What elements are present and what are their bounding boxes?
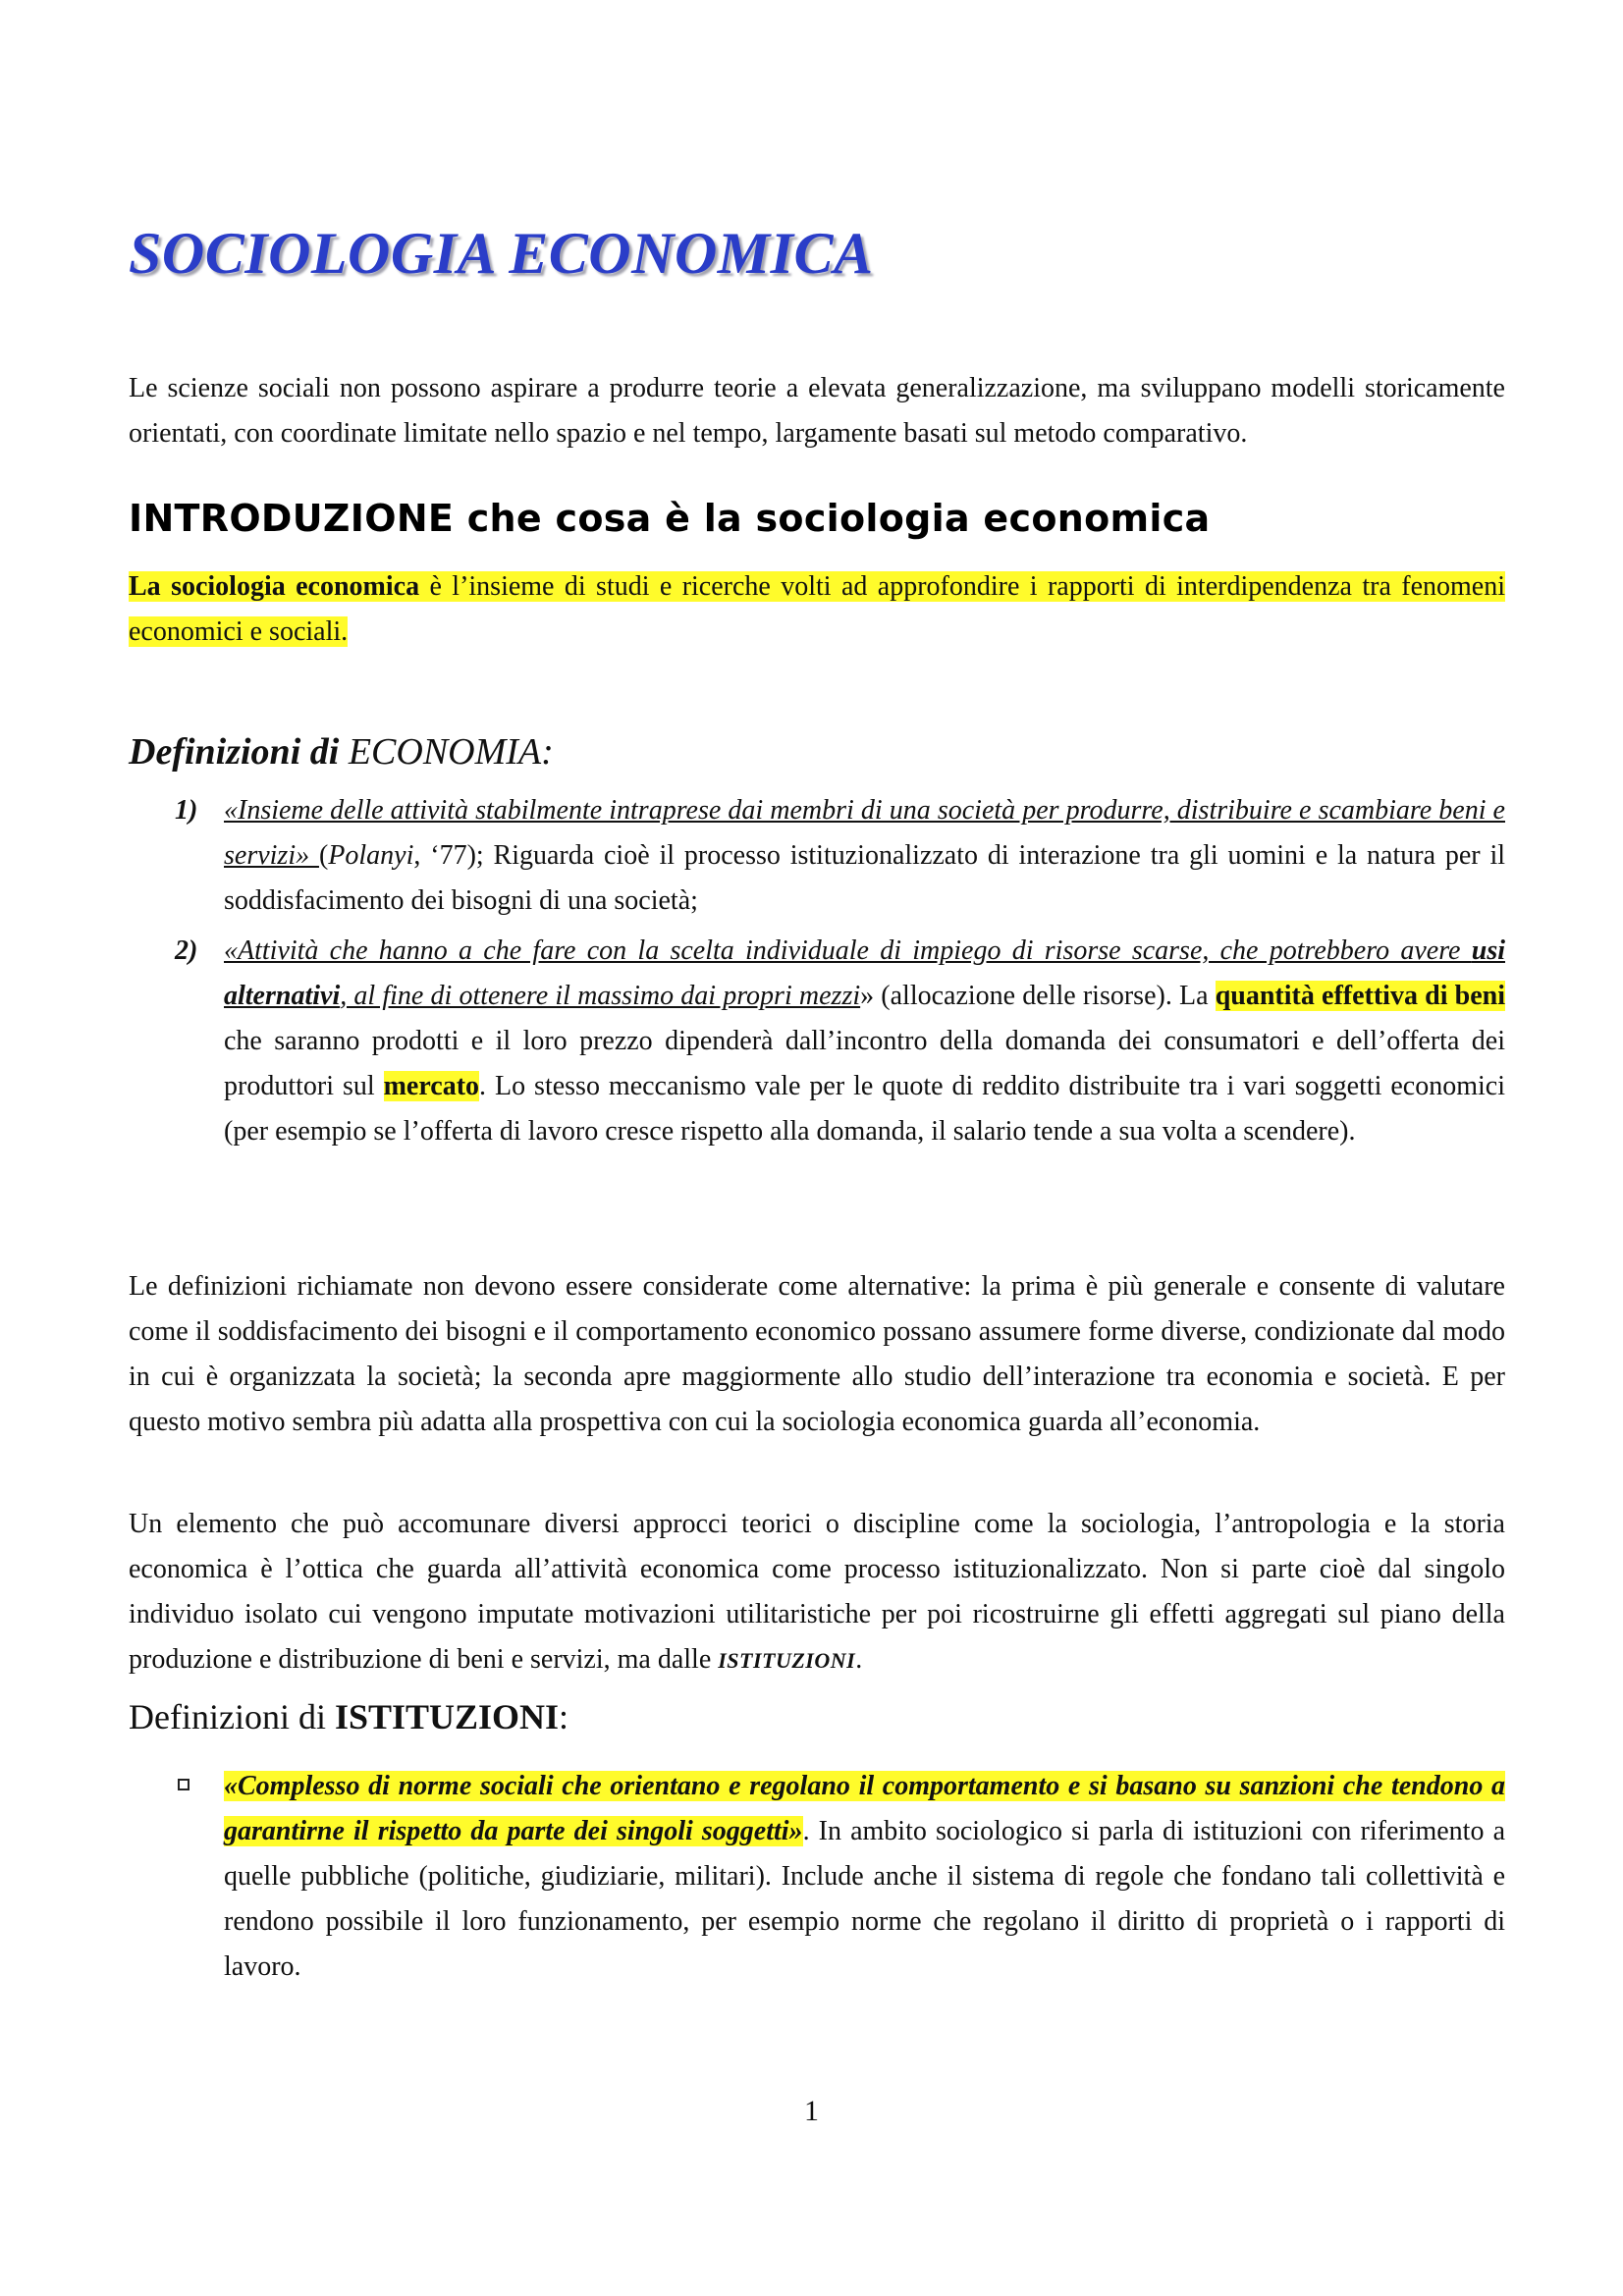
document-title: SOCIOLOGIA ECONOMICA (129, 221, 874, 286)
allocation-text: (allocazione delle risorse). La (874, 981, 1216, 1011)
price-text: che saranno prodotti e il loro prezzo dipenderà dall’incontro della domanda dei consumatori e dell’offerta dei produttori sul (224, 1026, 1505, 1101)
institutional-approach-paragraph (129, 1502, 1505, 1683)
paragraph-end-dot: . (855, 1644, 863, 1675)
istituzioni-definition-text (224, 1764, 1505, 1990)
quote-part-a: «Attività che hanno a che fare con la scelta individuale di impiego di risorse scarse, che potrebbero avere (224, 935, 1472, 966)
list-marker: 1) (175, 795, 198, 826)
economia-definition-2-text (224, 929, 1505, 1154)
quote-close: » (860, 981, 875, 1011)
istituzioni-heading (129, 1696, 568, 1737)
intro-paragraph: Le scienze sociali non possono aspirare a produrre teorie a elevata generalizzazione, ma sviluppano modelli storicamente orientati, con coordinate limitate nello spazio e nel tempo, largamente basati sul metodo comparativo. (129, 373, 1505, 449)
economia-heading (129, 730, 554, 774)
sociologia-definition (129, 564, 1505, 655)
polanyi-quote: «Insieme delle attività stabilmente intraprese dai membri di una società per produrre, distribuire e scambiare beni e servizi» (224, 795, 1505, 871)
economia-definition-1-rest: , ‘77); Riguarda cioè il processo istituzionalizzato di interazione tra gli uomini e la natura per il soddisfacimento dei bisogni di una società; (224, 840, 1506, 916)
mercato-highlight: mercato (383, 1071, 480, 1101)
istituzioni-heading-colon: : (559, 1697, 569, 1736)
economia-heading-word: ECONOMIA: (348, 731, 554, 773)
square-bullet-icon (178, 1779, 189, 1790)
list-marker: 2) (175, 935, 198, 966)
introduzione-heading-rest: che cosa è la sociologia economica (454, 497, 1211, 540)
definitions-comparison-paragraph: Le definizioni richiamate non devono essere considerate come alternative: la prima è più generale e consente di valutare come il soddisfacimento dei bisogni e il comportamento economico possano assumere forme diverse, condizionate dal modo in cui è organizzata la società; la seconda apre maggiormente allo studio dell’interazione tra economia e società. E per questo motivo sembra più adatta alla prospettiva con cui la sociologia economica guarda all’economia. (129, 1271, 1505, 1437)
istituzioni-definition-rest: . In ambito sociologico si parla di istituzioni con riferimento a quelle pubbliche (politiche, giudiziarie, militari). Include anche il sistema di regole che fondano tali collettività e rendono possibile il loro funzionamento, per esempio norme che regolano il diritto di proprietà o i rapporti di lavoro. (224, 1816, 1505, 1982)
economia-definition-1-text (224, 788, 1505, 924)
quantita-highlight: quantità effettiva di beni (1215, 981, 1505, 1011)
sociologia-definition-rest: è l’insieme di studi e ricerche volti ad approfondire i rapporti di interdipendenza tra fenomeni economici e sociali. (129, 571, 1505, 647)
institutional-approach-text: Un elemento che può accomunare diversi approcci teorici o discipline come la sociologia, l’antropologia e la storia economica è l’ottica che guarda all’attività economica come processo istituzionalizzato. Non si parte cioè dal singolo individuo isolato cui vengono imputate motivazioni utilitaristiche per poi ricostruirne gli effetti aggregati sul piano della produzione e distribuzione di beni e servizi, ma dalle (129, 1509, 1505, 1675)
economia-heading-prefix: Definizioni di (129, 731, 349, 773)
cite-open: ( (318, 840, 329, 871)
usi-alternativi: usi alternativi (224, 935, 1505, 1011)
page-number: 1 (804, 2095, 819, 2127)
quote-part-b: , al fine di ottenere il massimo dai propri mezzi (340, 981, 861, 1011)
istituzioni-heading-word: ISTITUZIONI (334, 1697, 560, 1736)
istituzioni-term: ISTITUZIONI (718, 1648, 856, 1673)
cite-author: Polanyi (328, 840, 414, 871)
sociologia-definition-bold: La sociologia economica (129, 571, 420, 602)
introduzione-heading (129, 497, 1210, 540)
income-text: . Lo stesso meccanismo vale per le quote di reddito distribuite tra i vari soggetti economici (per esempio se l’offerta di lavoro cresce rispetto alla domanda, il salario tende a sua volta a scendere). (224, 1071, 1505, 1147)
istituzioni-heading-prefix: Definizioni di (129, 1697, 335, 1736)
introduzione-heading-bold: INTRODUZIONE (129, 497, 455, 540)
sociologia-definition-highlight (129, 571, 1505, 647)
istituzioni-quote-highlight: «Complesso di norme sociali che orientano e regolano il comportamento e si basano su sanzioni che tendono a garantirne il rispetto da parte dei singoli soggetti» (224, 1771, 1505, 1846)
